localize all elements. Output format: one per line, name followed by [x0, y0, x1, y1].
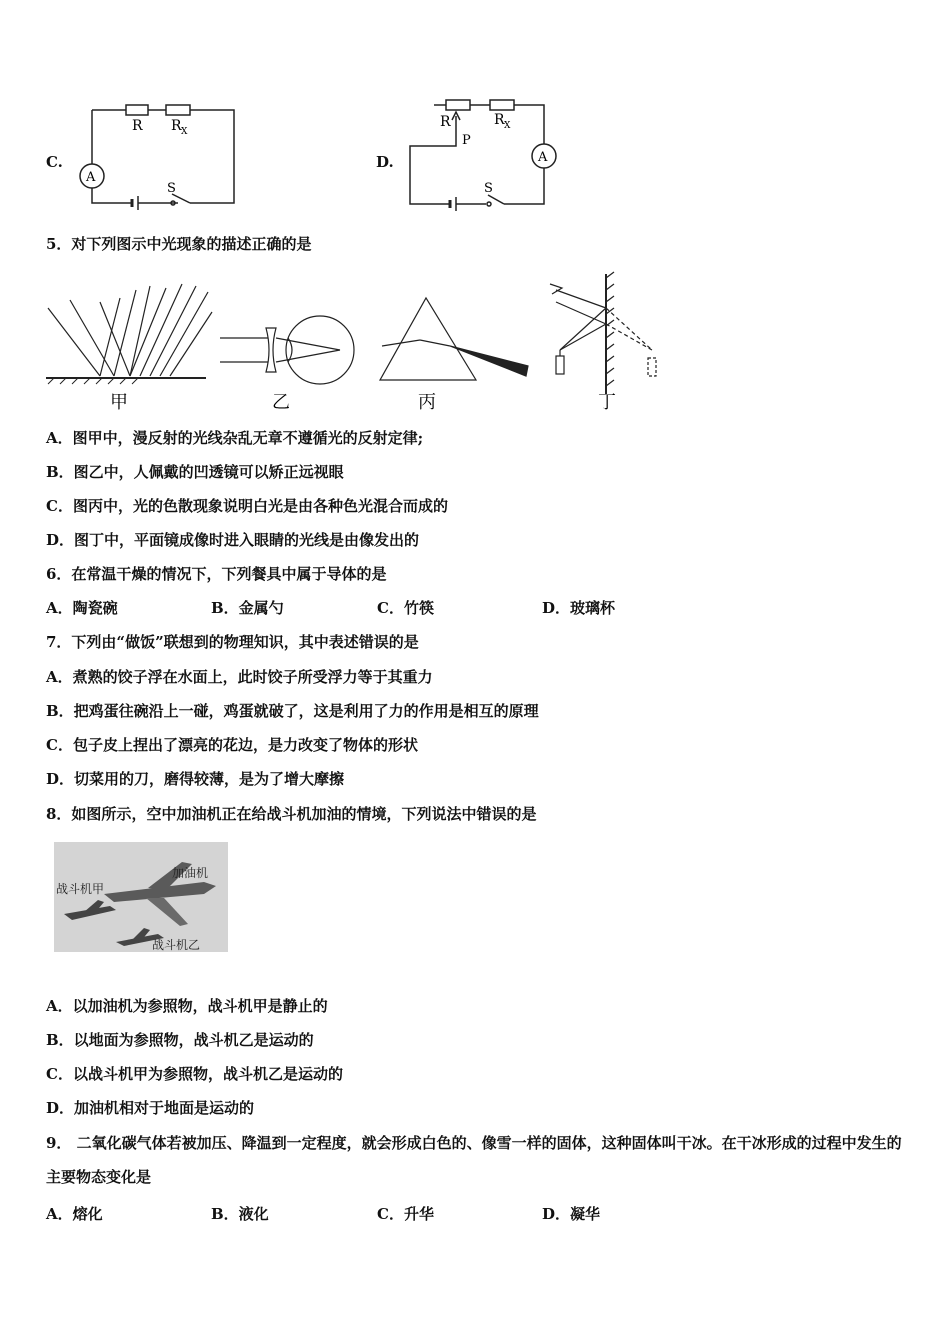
- q9-stem: 9． 二氧化碳气体若被加压、降温到一定程度，就会形成白色的、像雪一样的固体，这种固体叫干冰。在干冰形成的过程中发生的主要物态变化是: [46, 1134, 902, 1186]
- circuit-d-rx-label: R: [494, 112, 505, 128]
- q6-option-a: A．陶瓷碗: [46, 599, 118, 617]
- q7-option-d: D．切菜用的刀，磨得较薄，是为了增大摩擦: [46, 770, 345, 788]
- circuit-c-rx-label: R: [171, 118, 182, 134]
- q8-option-b: B．以地面为参照物，战斗机乙是运动的: [46, 1031, 314, 1049]
- photo-label-tanker: 加油机: [172, 866, 209, 880]
- figure-label-ding: 丁: [598, 392, 616, 413]
- q9-option-c: C．升华: [377, 1205, 434, 1223]
- figure-jia-diffuse-reflection: [46, 284, 212, 384]
- circuit-c-diagram: [76, 96, 242, 216]
- circuit-c-ammeter-label: A: [86, 170, 96, 185]
- q5-stem: 5．对下列图示中光现象的描述正确的是: [46, 235, 312, 253]
- q7-option-b: B．把鸡蛋往碗沿上一碰，鸡蛋就破了，这是利用了力的作用是相互的原理: [46, 702, 539, 720]
- photo-label-fighter-a: 战斗机甲: [56, 882, 105, 896]
- q7-stem: 7．下列由“做饭”联想到的物理知识，其中表述错误的是: [46, 633, 419, 651]
- circuit-c-r-label: R: [132, 118, 143, 134]
- q7-option-c: C．包子皮上捏出了漂亮的花边，是力改变了物体的形状: [46, 736, 418, 754]
- q5-option-b: B．图乙中，人佩戴的凹透镜可以矫正远视眼: [46, 463, 344, 481]
- figure-label-bing: 丙: [418, 392, 436, 413]
- circuit-d-slider-label: P: [462, 133, 471, 148]
- option-d-label: D.: [376, 153, 394, 171]
- circuit-c-rx-sub: X: [181, 127, 188, 137]
- q5-option-c: C．图丙中，光的色散现象说明白光是由各种色光混合而成的: [46, 497, 448, 515]
- q8-option-c: C．以战斗机甲为参照物，战斗机乙是运动的: [46, 1065, 343, 1083]
- q5-option-a: A．图甲中，漫反射的光线杂乱无章不遵循光的反射定律;: [46, 429, 424, 447]
- figure-bing-prism: [380, 298, 528, 380]
- figure-ding-plane-mirror: [550, 272, 656, 394]
- q6-stem: 6．在常温干燥的情况下，下列餐具中属于导体的是: [46, 565, 387, 583]
- q8-refueling-photo: [54, 842, 228, 952]
- figure-yi-eye-lens: [220, 316, 354, 384]
- circuit-c-switch-label: S: [167, 181, 176, 196]
- circuit-d-switch-label: S: [484, 181, 493, 196]
- q8-option-d: D．加油机相对于地面是运动的: [46, 1099, 255, 1117]
- q6-option-d: D．玻璃杯: [542, 599, 616, 617]
- circuit-d-r-label: R: [440, 114, 451, 130]
- q5-option-d: D．图丁中，平面镜成像时进入眼睛的光线是由像发出的: [46, 531, 420, 549]
- q7-option-a: A．煮熟的饺子浮在水面上，此时饺子所受浮力等于其重力: [46, 668, 433, 686]
- q6-option-b: B．金属勺: [211, 599, 284, 617]
- circuit-d-rx-sub: X: [504, 121, 511, 131]
- circuit-d-ammeter-label: A: [538, 150, 548, 165]
- figure-label-yi: 乙: [272, 392, 290, 413]
- q9-option-a: A．熔化: [46, 1205, 103, 1223]
- q8-stem: 8．如图所示，空中加油机正在给战斗机加油的情境，下列说法中错误的是: [46, 805, 537, 823]
- q9-option-b: B．液化: [211, 1205, 269, 1223]
- q9-option-d: D．凝华: [542, 1205, 601, 1223]
- q8-option-a: A．以加油机为参照物，战斗机甲是静止的: [46, 997, 328, 1015]
- q5-optics-figures: [40, 268, 680, 418]
- option-c-label: C.: [46, 153, 63, 171]
- figure-label-jia: 甲: [110, 392, 128, 413]
- circuit-d-diagram: [404, 94, 574, 216]
- photo-label-fighter-b: 战斗机乙: [152, 938, 201, 952]
- q6-option-c: C．竹筷: [377, 599, 434, 617]
